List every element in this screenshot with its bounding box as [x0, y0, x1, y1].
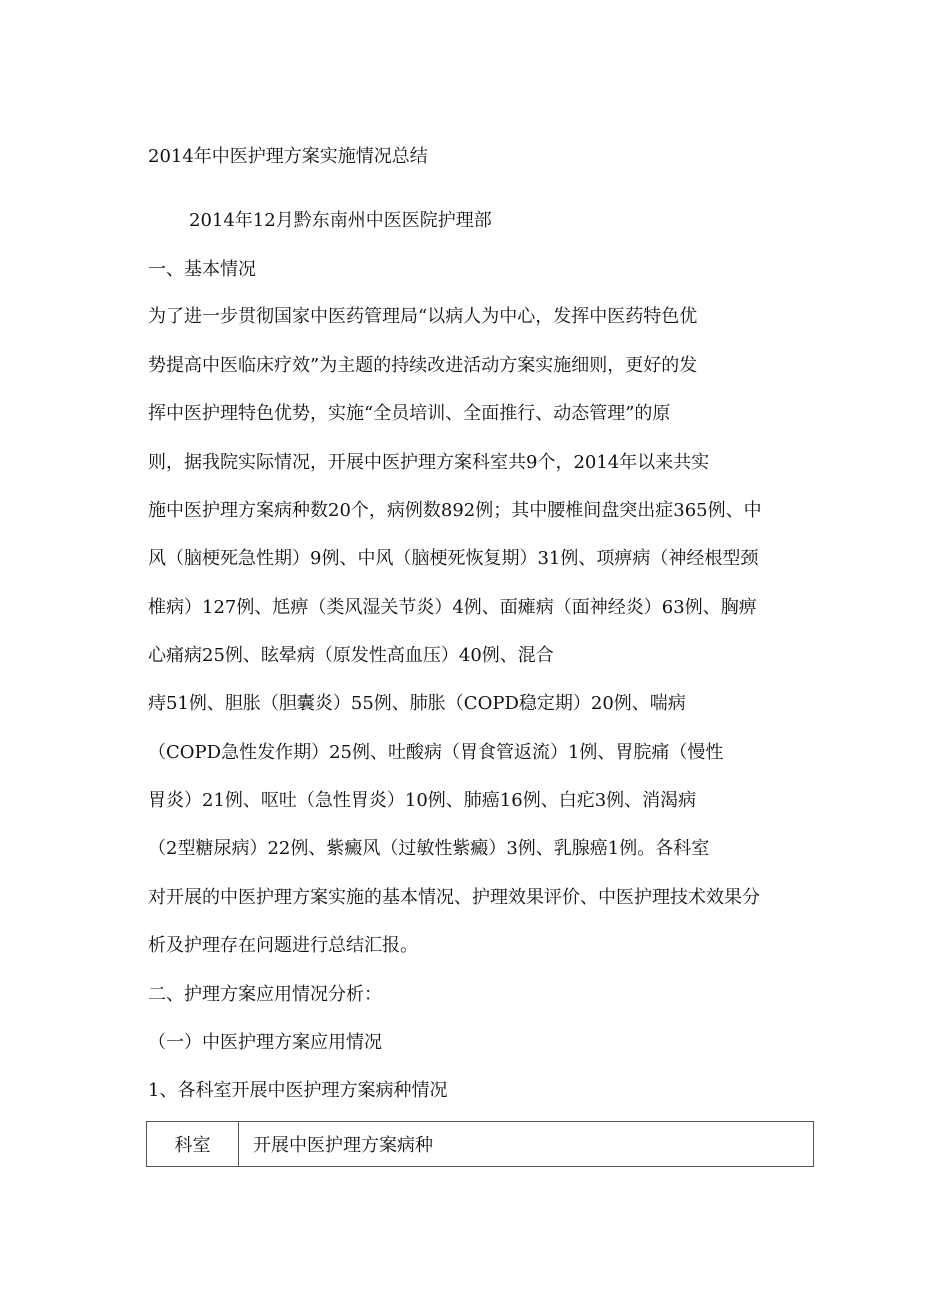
body-line: 心痛病25例、眩晕病（原发性高血压）40例、混合	[148, 645, 554, 666]
section-heading-analysis: 二、护理方案应用情况分析：	[148, 984, 382, 1005]
section-heading-basic: 一、基本情况	[148, 259, 256, 280]
body-line: 风（脑梗死急性期）9例、中风（脑梗死恢复期）31例、项痹病（神经根型颈	[148, 548, 759, 569]
body-line: 对开展的中医护理方案实施的基本情况、护理效果评价、中医护理技术效果分	[148, 887, 760, 908]
body-line: 析及护理存在问题进行总结汇报。	[148, 935, 418, 956]
subsection-heading: （一）中医护理方案应用情况	[148, 1032, 382, 1053]
table-header-department: 科室	[147, 1122, 239, 1166]
body-line: 则，据我院实际情况，开展中医护理方案科室共9个，2014年以来共实	[148, 452, 710, 473]
department-disease-table	[146, 1121, 814, 1167]
body-line: 胃炎）21例、呕吐（急性胃炎）10例、肺癌16例、白疕3例、消渴病	[148, 790, 697, 811]
document-title: 2014年中医护理方案实施情况总结	[148, 146, 428, 167]
body-line: 椎病）127例、尪痹（类风湿关节炎）4例、面瘫病（面神经炎）63例、胸痹	[148, 597, 757, 618]
body-line: 势提高中医临床疗效”为主题的持续改进活动方案实施细则，更好的发	[148, 355, 698, 376]
body-line: 施中医护理方案病种数20个，病例数892例；其中腰椎间盘突出症365例、中	[148, 500, 762, 521]
body-line: （2型糖尿病）22例、紫癜风（过敏性紫癜）3例、乳腺癌1例。各科室	[148, 838, 710, 859]
body-line: （COPD急性发作期）25例、吐酸病（胃食管返流）1例、胃脘痛（慢性	[148, 742, 724, 763]
table-header-disease-types: 开展中医护理方案病种	[253, 1135, 433, 1156]
body-line: 为了进一步贯彻国家中医药管理局“以病人为中心，发挥中医药特色优	[148, 306, 698, 327]
body-line: 挥中医护理特色优势，实施“全员培训、全面推行、动态管理”的原	[148, 403, 671, 424]
document-byline: 2014年12月黔东南州中医医院护理部	[189, 210, 492, 231]
item-heading: 1、各科室开展中医护理方案病种情况	[148, 1080, 448, 1101]
body-line: 痔51例、胆胀（胆囊炎）55例、肺胀（COPD稳定期）20例、喘病	[148, 693, 686, 714]
